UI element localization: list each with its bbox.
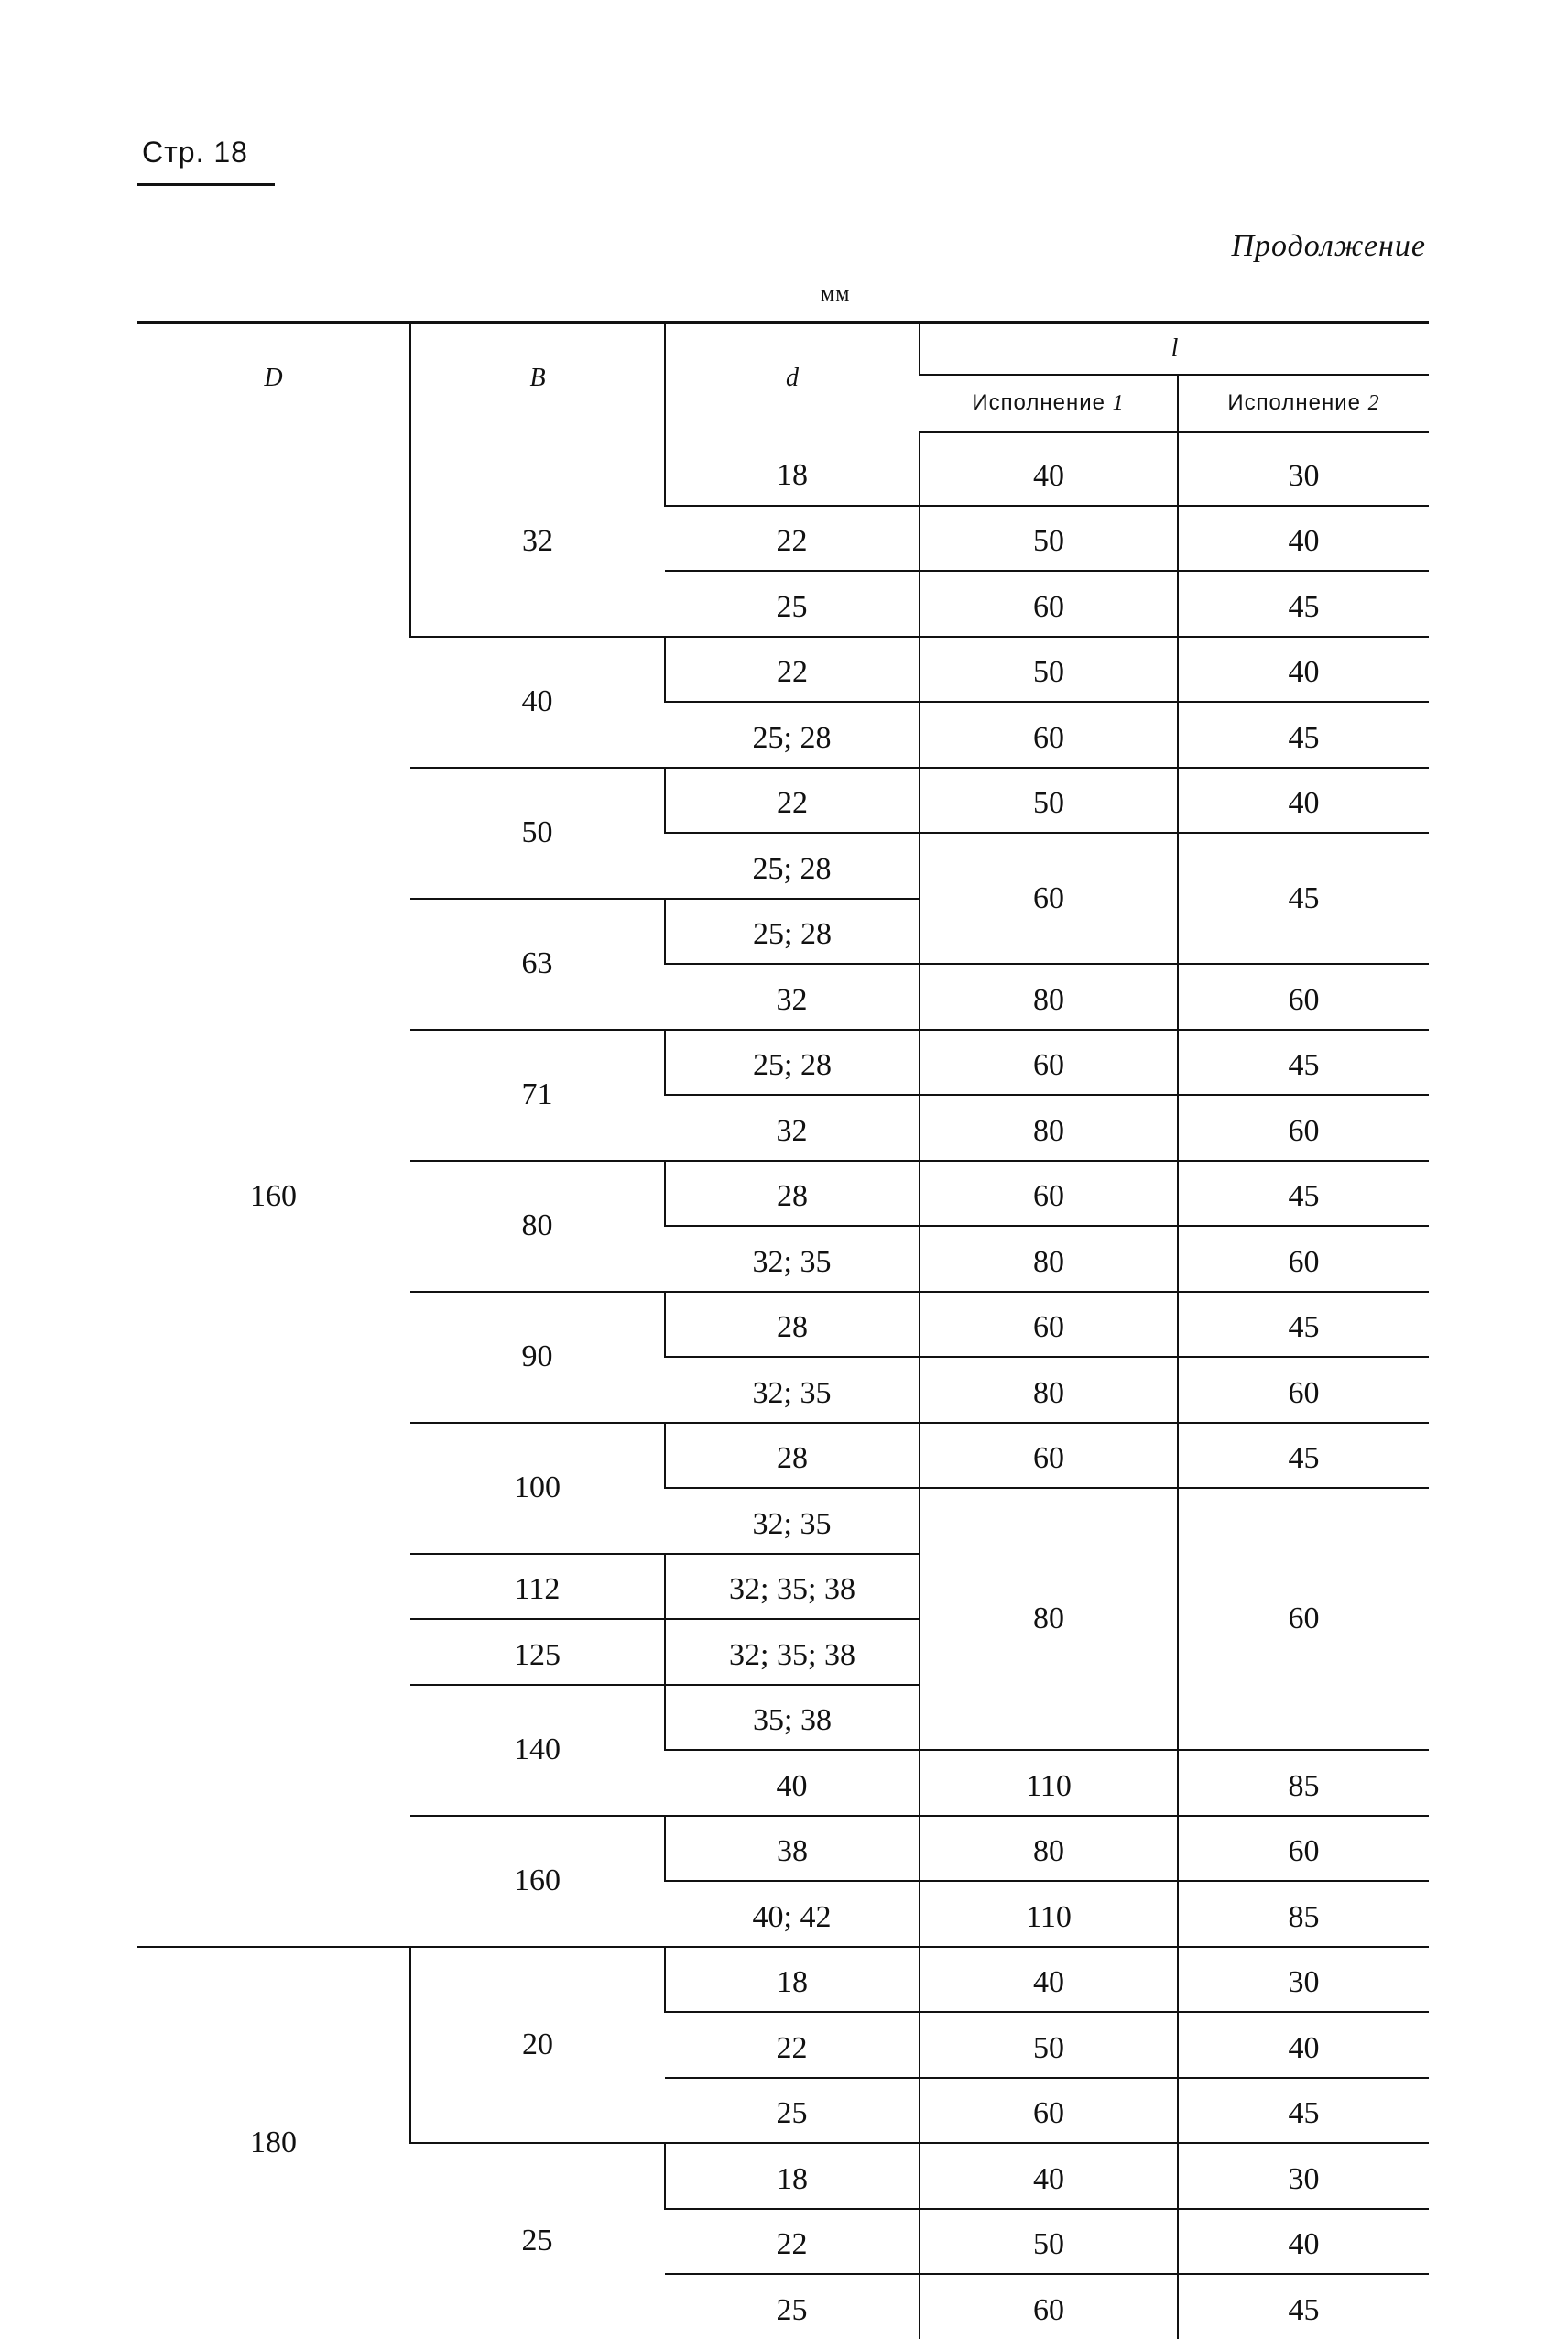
cell-l2: 60 [1178,1488,1429,1750]
header-l-variant-1-num: 1 [1112,391,1125,415]
cell-d: 32 [665,964,920,1030]
cell-B: 32 [410,432,665,637]
cell-d: 28 [665,1423,920,1489]
cell-l2: 45 [1178,2274,1429,2339]
cell-B: 20 [410,1947,665,2144]
continuation-label: Продолжение [1231,229,1426,263]
cell-D: 160 [137,432,410,1947]
cell-d: 32; 35; 38 [665,1619,920,1685]
cell-d: 22 [665,2209,920,2275]
cell-l1: 50 [920,768,1178,834]
cell-l2: 40 [1178,637,1429,703]
cell-l2: 60 [1178,1226,1429,1292]
header-D: D [137,322,410,432]
cell-d: 35; 38 [665,1685,920,1751]
cell-l2: 60 [1178,1816,1429,1882]
cell-d: 32; 35; 38 [665,1554,920,1620]
cell-d: 28 [665,1161,920,1227]
page-number: Стр. 18 [142,136,248,169]
header-l: l [920,322,1429,375]
dimensions-table [137,321,1429,2339]
cell-B: 63 [410,899,665,1030]
cell-d: 38 [665,1816,920,1882]
cell-l1: 80 [920,1357,1178,1423]
cell-l1: 50 [920,637,1178,703]
cell-d: 40 [665,1750,920,1816]
cell-l2: 45 [1178,833,1429,964]
cell-l2: 85 [1178,1881,1429,1947]
cell-l1: 60 [920,2274,1178,2339]
cell-d: 25; 28 [665,833,920,899]
cell-l1: 80 [920,1488,1178,1750]
header-l-variant-1-text: Исполнение [972,390,1113,415]
cell-l2: 45 [1178,1292,1429,1358]
cell-l1: 80 [920,1816,1178,1882]
cell-l2: 60 [1178,1357,1429,1423]
cell-l2: 85 [1178,1750,1429,1816]
header-l-variant-2-num: 2 [1367,391,1380,415]
cell-d: 25; 28 [665,899,920,965]
cell-B: 90 [410,1292,665,1423]
cell-d: 32; 35 [665,1488,920,1554]
cell-d: 22 [665,2012,920,2078]
cell-d: 28 [665,1292,920,1358]
header-d: d [665,322,920,432]
cell-l2: 40 [1178,2012,1429,2078]
unit-label: мм [821,282,851,306]
cell-d: 32; 35 [665,1357,920,1423]
cell-l2: 30 [1178,432,1429,506]
cell-d: 25; 28 [665,1030,920,1096]
cell-B: 125 [410,1619,665,1685]
cell-d: 18 [665,432,920,506]
cell-B: 160 [410,1816,665,1947]
cell-l2: 45 [1178,571,1429,637]
header-l-variant-2 [1178,375,1429,432]
cell-l1: 50 [920,2012,1178,2078]
cell-l1: 60 [920,1423,1178,1489]
cell-B: 100 [410,1423,665,1554]
cell-l1: 60 [920,2078,1178,2144]
cell-B: 80 [410,1161,665,1292]
cell-l1: 80 [920,1226,1178,1292]
cell-d: 25 [665,2078,920,2144]
cell-B: 25 [521,2224,553,2258]
cell-B: 140 [410,1685,665,1816]
cell-l2: 45 [1178,1030,1429,1096]
cell-l2: 40 [1178,2209,1429,2275]
cell-l2: 30 [1178,1947,1429,2013]
cell-l2: 40 [1178,506,1429,572]
cell-l1: 40 [920,2143,1178,2209]
cell-B: 40 [410,637,665,768]
cell-l2: 30 [1178,2143,1429,2209]
cell-d: 25 [776,2292,808,2327]
cell-l1: 110 [920,1881,1178,1947]
cell-d: 32 [665,1095,920,1161]
header-B: B [410,322,665,432]
header-l-variant-1 [920,375,1178,432]
table-row [137,1947,1429,2013]
cell-d: 22 [665,637,920,703]
cell-l1: 60 [920,571,1178,637]
cell-d: 40; 42 [665,1881,920,1947]
cell-l2: 45 [1178,1161,1429,1227]
cell-l1: 80 [920,1095,1178,1161]
cell-l2: 40 [1178,768,1429,834]
cell-l1: 60 [920,1030,1178,1096]
cell-l1: 60 [920,702,1178,768]
cell-l2: 60 [1178,964,1429,1030]
cell-l1: 40 [920,1947,1178,2013]
cell-l1: 60 [920,833,1178,964]
table-row [137,432,1429,506]
cell-d: 25 [665,571,920,637]
cell-d: 18 [665,2143,920,2209]
header-l-variant-2-text: Исполнение [1227,390,1368,415]
cell-l1: 60 [920,1161,1178,1227]
cell-l1: 50 [920,506,1178,572]
cell-l2: 60 [1178,1095,1429,1161]
page-number-underline [137,183,275,186]
cell-d: 22 [665,506,920,572]
cell-d: 22 [665,768,920,834]
cell-l1: 60 [920,1292,1178,1358]
cell-l1: 40 [920,432,1178,506]
cell-B: 112 [410,1554,665,1620]
cell-l2: 45 [1178,1423,1429,1489]
cell-B: 71 [410,1030,665,1161]
cell-l2: 45 [1178,2078,1429,2144]
cell-l1: 50 [920,2209,1178,2275]
cell-D: 180 [250,2126,297,2159]
cell-l1: 110 [920,1750,1178,1816]
cell-d: 25; 28 [665,702,920,768]
cell-l1: 80 [920,964,1178,1030]
cell-l2: 45 [1178,702,1429,768]
cell-d: 32; 35 [665,1226,920,1292]
cell-d: 18 [665,1947,920,2013]
cell-B: 50 [410,768,665,899]
